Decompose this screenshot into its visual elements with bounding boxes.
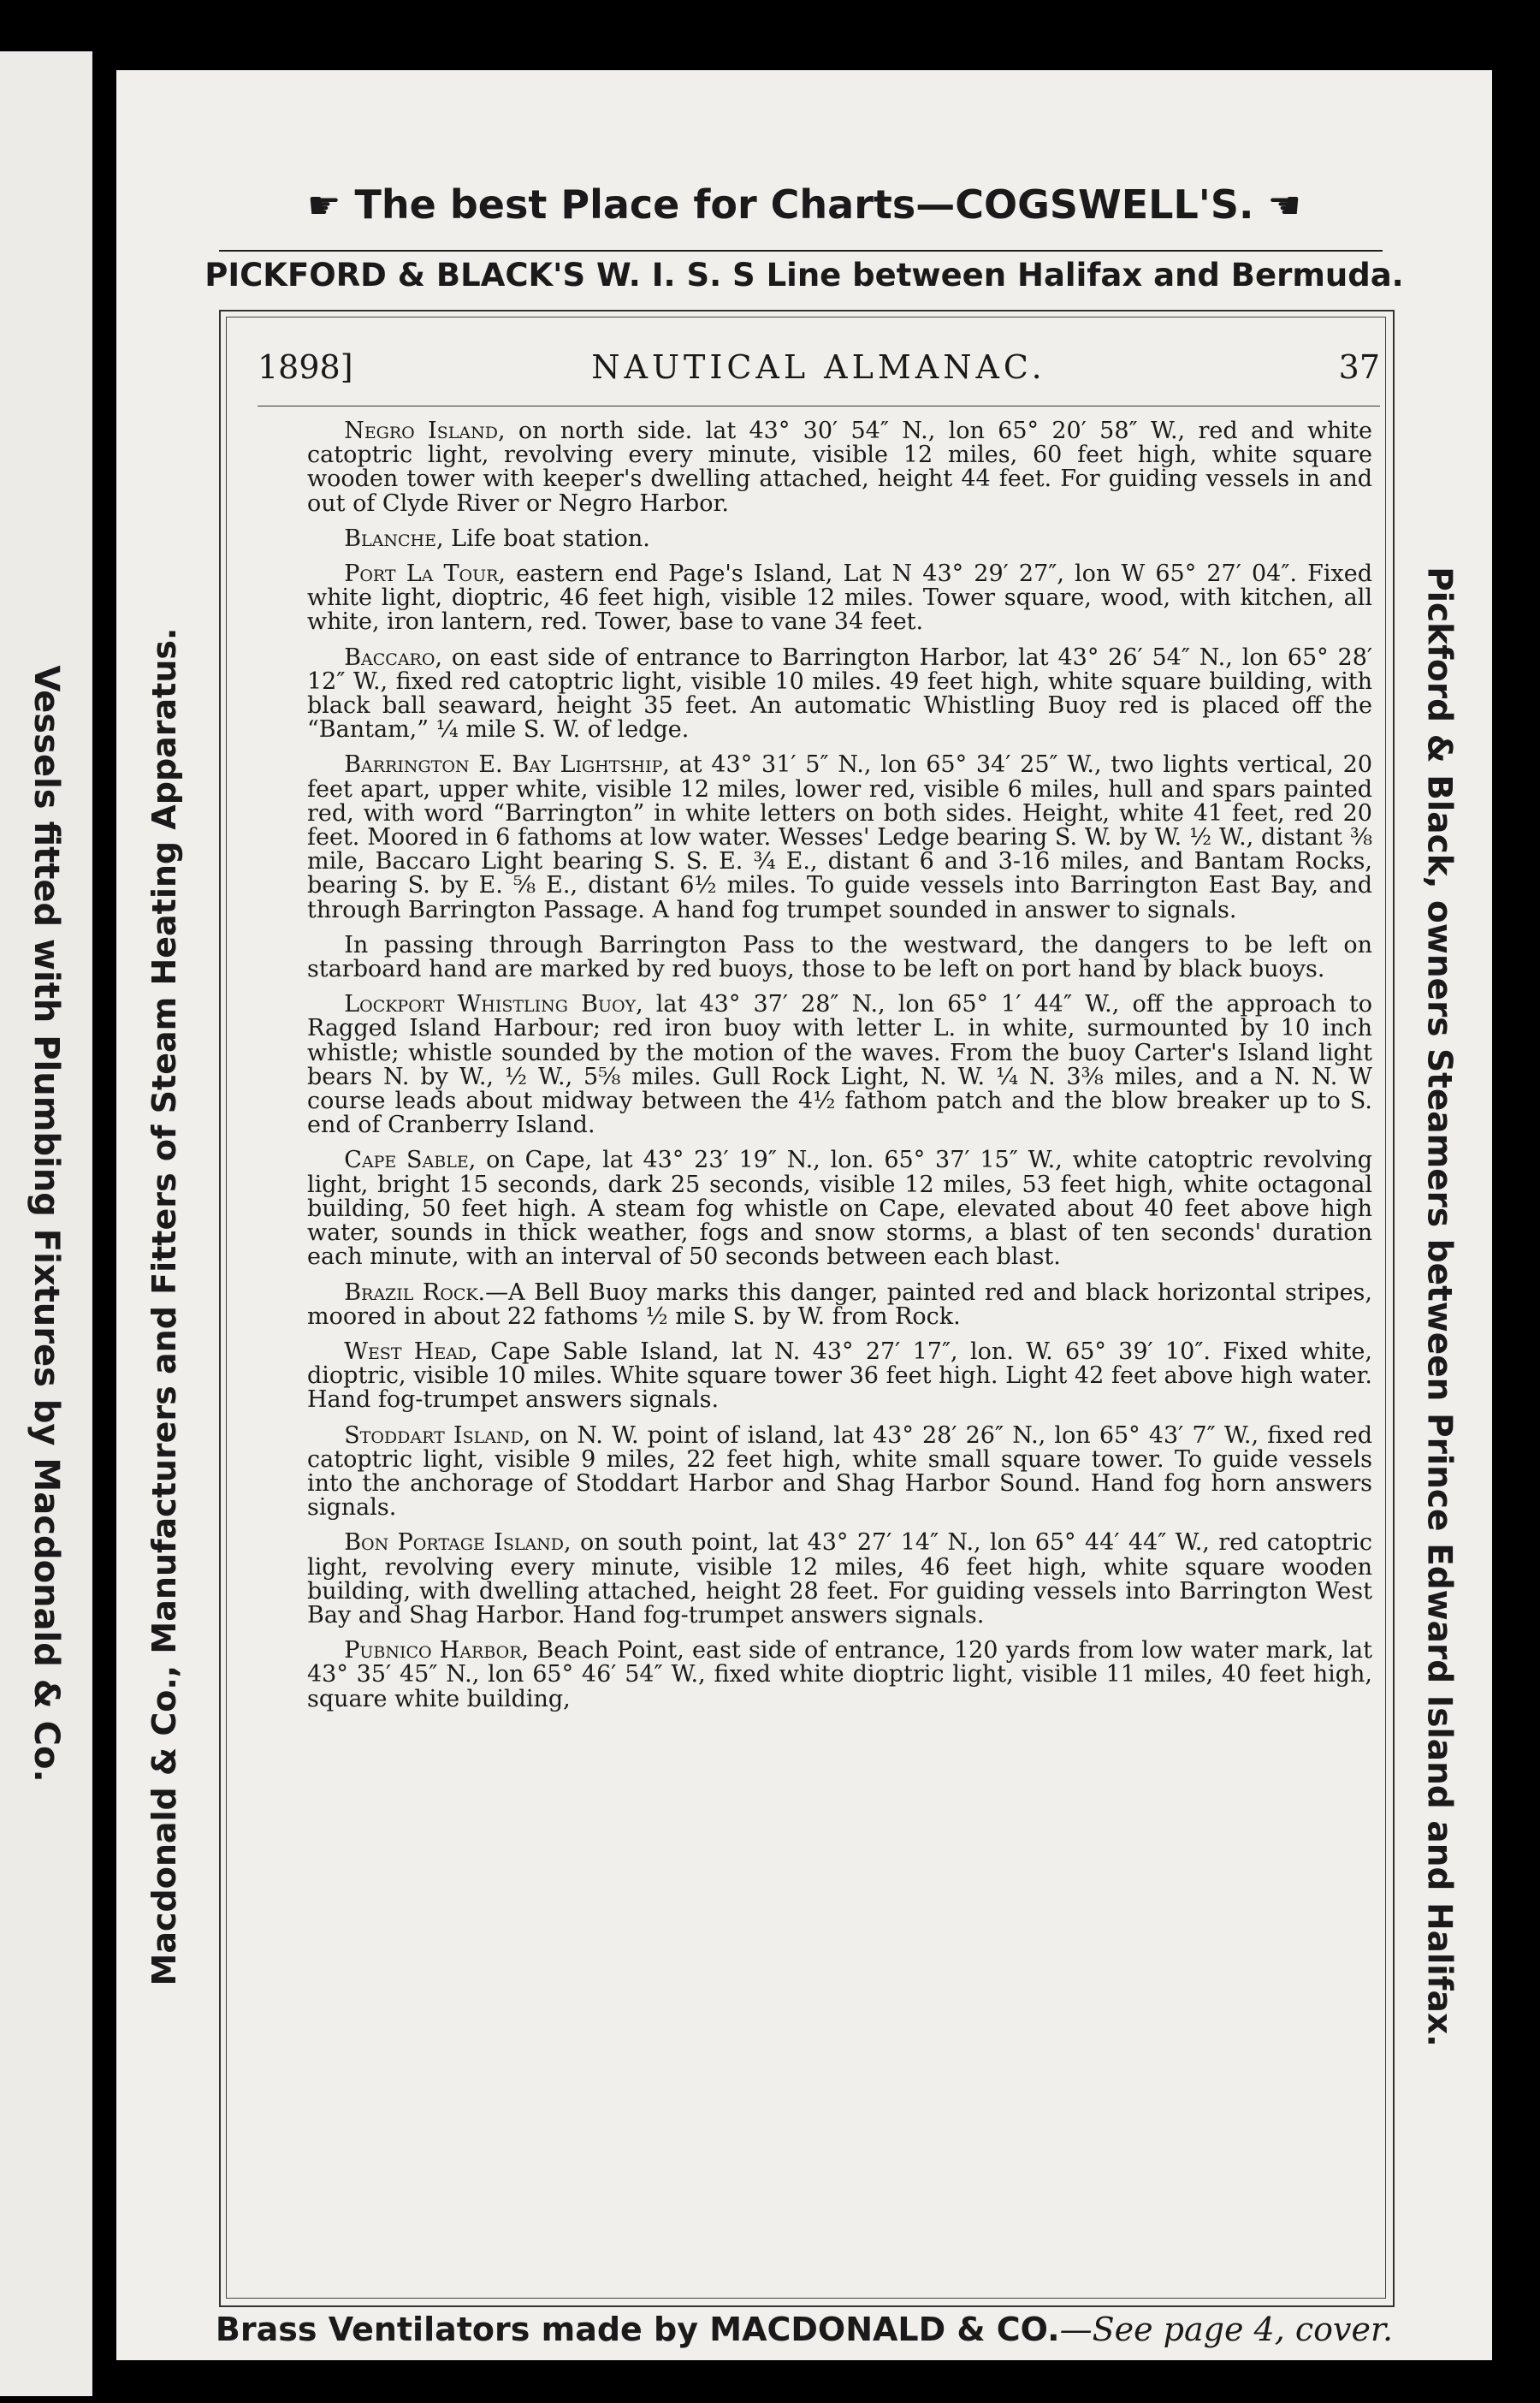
cogswell-ad bbox=[116, 181, 1492, 228]
previous-page-vertical-ad: Vessels fitted with Plumbing Fixtures by Macdonald & Co. bbox=[27, 665, 66, 1783]
entry-brazil-rock bbox=[307, 1281, 1372, 1329]
previous-page-edge bbox=[0, 51, 92, 2396]
macdonald-margin-ad: Macdonald & Co., Manufacturers and Fitters of Steam Heating Apparatus. bbox=[145, 627, 183, 1986]
entry-name: Blanche, bbox=[344, 525, 444, 552]
entry-text: —A Bell Buoy marks this danger, painted red and black horizontal stripes, moored in about 22 fathoms ½ mile S. by W. from Rock. bbox=[307, 1279, 1372, 1330]
cogswell-ad-text: The best Place for Charts—COGSWELL'S. bbox=[354, 181, 1254, 228]
entry-text: on N. W. point of island, lat 43° 28′ 26″ N., lon 65° 43′ 7″ W., fixed red catoptric light, visible 9 miles, 22 feet high, white small square tower. To guide vessels into the anchorage of Stoddart Harbor and Shag Harbor Sound. Hand fog horn answers signals. bbox=[307, 1421, 1373, 1522]
entry-name: Cape Sable, bbox=[344, 1147, 477, 1174]
entry-stoddart-island bbox=[307, 1421, 1373, 1522]
entry-name: Negro Island, bbox=[344, 418, 506, 444]
entry-cape-sable bbox=[307, 1148, 1372, 1269]
entry-bon-portage-island bbox=[307, 1531, 1372, 1628]
entry-text: lat 43° 37′ 28″ N., lon 65° 1′ 44″ W., off the approach to Ragged Island Harbour; red iron buoy with letter L. in white, surmounted by 10 inch whistle; whistle sounded by the motion of the waves. From the buoy Carter's Island light bears N. by W., ½ W., 5⅝ miles. Gull Rock Light, N. W. ¼ N. 3⅜ miles, and a N. N. W course leads about midway between the 4½ fathom patch and the blow breaker up to S. end of Cranberry Island. bbox=[307, 991, 1372, 1139]
entry-west-head bbox=[307, 1340, 1372, 1413]
entry-baccaro bbox=[307, 646, 1372, 743]
entry-name: Baccaro, bbox=[344, 644, 443, 671]
entry-pubnico-harbor bbox=[307, 1639, 1372, 1712]
entry-text: at 43° 31′ 5″ N., lon 65° 34′ 25″ W., two lights vertical, 20 feet apart, upper white, visible 12 miles, lower red, visible 6 miles, hull and spars painted red, with word “Barrington” in white letters on both sides. Height, white 41 feet, red 20 feet. Moored in 6 fathoms at low water. Wesses' Ledge bearing S. W. by W. ½ W., distant ⅜ mile, Baccaro Light bearing S. S. E. ¾ E., distant 6 and 3-16 miles, and Bantam Rocks, bearing S. by E. ⅝ E., distant 6½ miles. To guide vessels into Barrington East Bay, and through Barrington Passage. A hand fog trumpet sounded in answer to signals. bbox=[307, 751, 1373, 923]
entry-lockport-buoy bbox=[307, 993, 1372, 1137]
page-number: 37 bbox=[1338, 348, 1380, 386]
entry-port-la-tour bbox=[307, 562, 1372, 635]
entry-text: In passing through Barrington Pass to the westward, the dangers to be left on starboard hand are marked by red buoys, those to be left on port hand by black buoys. bbox=[307, 931, 1372, 983]
entry-text: Beach Point, east side of entrance, 120 yards from low water mark, lat 43° 35′ 45″ N., lon 65° 46′ 54″ W., fixed white dioptric light, visible 11 miles, 40 feet high, square white building, bbox=[307, 1637, 1373, 1712]
bottom-ad-main: Brass Ventilators made by MACDONALD & CO. bbox=[215, 2311, 1060, 2348]
almanac-page bbox=[116, 70, 1492, 2360]
entry-blanche bbox=[307, 527, 1372, 551]
entry-name: Barrington E. Bay Lightship, bbox=[344, 751, 670, 779]
entry-barrington-lightship bbox=[307, 753, 1372, 922]
top-rule bbox=[219, 250, 1383, 252]
pickford-margin-ad: Pickford & Black, owners Steamers between Prince Edward Island and Halifax. bbox=[1419, 567, 1459, 2047]
entry-negro-island bbox=[307, 419, 1372, 516]
macdonald-bottom-ad bbox=[116, 2311, 1492, 2348]
almanac-body bbox=[307, 419, 1372, 1723]
pointing-hand-right-icon: ☚ bbox=[1267, 184, 1301, 228]
entry-barrington-pass-note bbox=[307, 931, 1372, 983]
pickford-black-line-ad: PICKFORD & BLACK'S W. I. S. S Line between Halifax and Bermuda. bbox=[204, 257, 1404, 294]
entry-text: Cape Sable Island, lat N. 43° 27′ 17″, lon. W. 65° 39′ 10″. Fixed white, dioptric, visible 10 miles. White square tower 36 feet high. Light 42 feet above high water. Hand fog-trumpet answers signals. bbox=[307, 1338, 1372, 1414]
entry-text: on south point, lat 43° 27′ 14″ N., lon 65° 44′ 44″ W., red catoptric light, revolving every minute, visible 12 miles, 46 feet high, white square wooden building, with dwelling attached, height 28 feet. For guiding vessels into Barrington West Bay and Shag Harbor. Hand fog-trumpet answers signals. bbox=[307, 1529, 1372, 1629]
entry-text: Life boat station. bbox=[451, 525, 650, 552]
header-title: NAUTICAL ALMANAC. bbox=[591, 348, 1046, 386]
entry-text: eastern end Page's Island, Lat N 43° 29′ 27″, lon W 65° 27′ 04″. Fixed white light, dioptric, 46 feet high, visible 12 miles. Tower square, wood, with kitchen, all white, iron lantern, red. Tower, base to vane 34 feet. bbox=[307, 561, 1372, 636]
entry-name: Bon Portage Island, bbox=[344, 1529, 572, 1557]
entry-text: on Cape, lat 43° 23′ 19″ N., lon. 65° 37′ 15″ W., white catoptric revolving light, bright 15 seconds, dark 25 seconds, visible 12 miles, 53 feet high, white octagonal building, 50 feet high. A steam fog whistle on Cape, elevated about 40 feet above high water, sounds in thick weather, fogs and snow storms, a blast of ten seconds' duration each minute, with an interval of 50 seconds between each blast. bbox=[307, 1147, 1372, 1271]
entry-name: Stoddart Island, bbox=[344, 1421, 531, 1449]
entry-name: Lockport Whistling Buoy, bbox=[344, 991, 643, 1018]
pointing-hand-left-icon: ☛ bbox=[307, 184, 341, 228]
entry-name: Pubnico Harbor, bbox=[344, 1637, 530, 1664]
running-header bbox=[258, 348, 1380, 396]
entry-text: on east side of entrance to Barrington Harbor, lat 43° 26′ 54″ N., lon 65° 28′ 12″ W., fixed red catoptric light, visible 10 miles. 49 feet high, white square building, with black ball seaward, height 35 feet. An automatic Whistling Buoy red is placed off the “Bantam,” ¼ mile S. W. of ledge. bbox=[307, 644, 1373, 744]
entry-name: West Head, bbox=[344, 1338, 478, 1365]
entry-text: on north side. lat 43° 30′ 54″ N., lon 65° 20′ 58″ W., red and white catoptric light, revolving every minute, visible 12 miles, 60 feet high, white square wooden tower with keeper's dwelling attached, height 44 feet. For guiding vessels in and out of Clyde River or Negro Harbor. bbox=[307, 418, 1372, 517]
entry-name: Brazil Rock. bbox=[344, 1279, 486, 1306]
bottom-ad-reference: —See page 4, cover. bbox=[1059, 2311, 1394, 2348]
header-year: 1898] bbox=[258, 348, 353, 386]
entry-name: Port La Tour, bbox=[344, 561, 506, 588]
